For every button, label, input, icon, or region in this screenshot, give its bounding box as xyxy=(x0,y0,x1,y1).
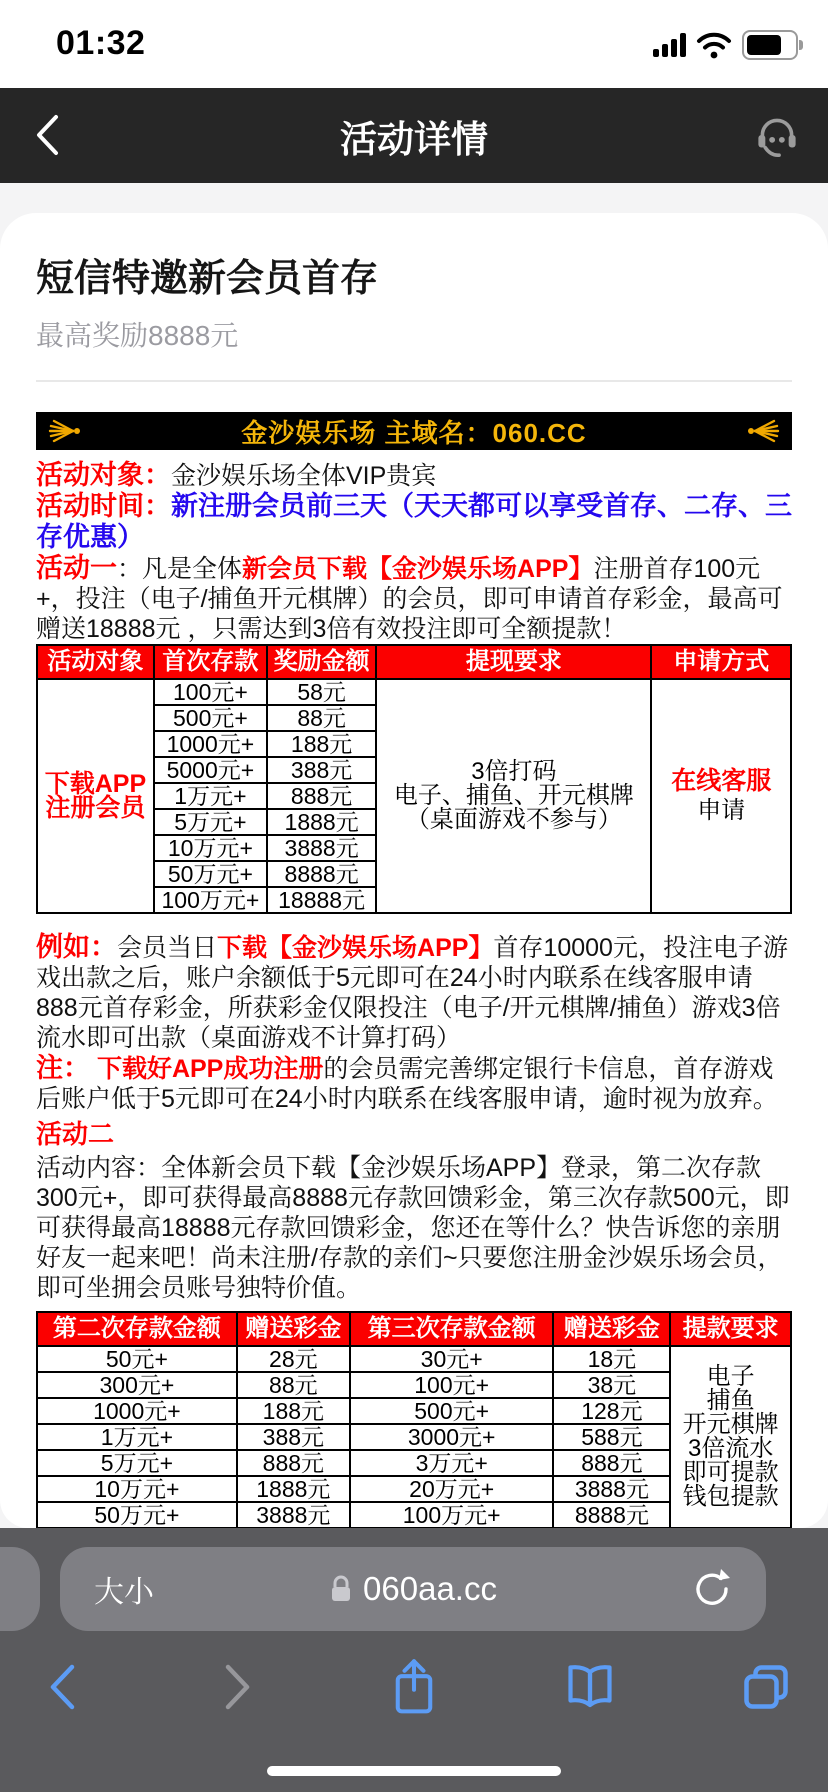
example-highlight: 下载【金沙娱乐场APP】 xyxy=(217,934,494,962)
url-text: 060aa.cc xyxy=(363,1570,497,1607)
table-row xyxy=(37,1346,791,1372)
table-cell: 8888元 xyxy=(267,861,376,887)
time-line xyxy=(36,491,792,553)
member-line: 注册会员 xyxy=(45,794,146,822)
table-cell: 1万元+ xyxy=(154,783,267,809)
example-text: 会员当日 xyxy=(117,934,218,962)
withdraw-line: 3倍打码 xyxy=(471,758,557,785)
adjacent-tab-pill[interactable] xyxy=(0,1547,40,1631)
table-cell: 1万元+ xyxy=(37,1424,237,1450)
example-rest: 首存10000元，投注电子游戏出款之后，账户余额低于5元即可在24小时内联系在线客服申请888元首存彩金，所获彩金仅限投注（电子/开元棋牌/捕鱼）游戏3倍流水即可出款（桌面游戏不计算打码） xyxy=(36,934,788,1052)
table-cell: 88元 xyxy=(267,705,376,731)
table-cell: 18888元 xyxy=(267,887,376,913)
browser-back-button[interactable] xyxy=(32,1656,92,1718)
wifi-icon xyxy=(696,32,732,59)
text-size-button[interactable]: 大小 xyxy=(94,1576,154,1609)
table-cell: 3万元+ xyxy=(350,1450,554,1476)
activity1-label: 活动一 xyxy=(36,553,117,583)
table-cell: 888元 xyxy=(553,1450,670,1476)
table-cell: 58元 xyxy=(267,679,376,705)
member-line: 下载APP xyxy=(44,770,147,798)
table-cell: 50万元+ xyxy=(37,1502,237,1528)
table-cell: 1888元 xyxy=(237,1476,350,1502)
column-header: 提款要求 xyxy=(670,1312,791,1346)
payout-requirement-cell xyxy=(670,1346,791,1528)
battery-icon xyxy=(742,30,798,60)
column-header: 申请方式 xyxy=(651,645,791,679)
clock: 01:32 xyxy=(56,24,146,62)
url-bar[interactable] xyxy=(60,1547,766,1631)
table-header-row xyxy=(37,1312,791,1346)
activity1-paragraph xyxy=(36,553,792,644)
table-cell: 3000元+ xyxy=(350,1424,554,1450)
table-cell: 888元 xyxy=(267,783,376,809)
withdraw-line: （桌面游戏不参与） xyxy=(405,806,622,833)
table-cell: 3888元 xyxy=(553,1476,670,1502)
note-rest: 的会员需完善绑定银行卡信息，首存游戏后账户低于5元即可在24小时内联系在线客服申请，逾时视为放弃。 xyxy=(36,1055,778,1113)
table-cell: 38元 xyxy=(553,1372,670,1398)
activity1-colon: ： xyxy=(117,555,143,583)
activity2-paragraph: 活动内容：全体新会员下载【金沙娱乐场APP】登录，第二次存款300元+，即可获得最高8888元存款回馈彩金，第三次存款500元，即可获得最高18888元存款回馈彩金，您还在等什么？快告诉您的亲朋好友一起来吧！尚未注册/存款的亲们~只要您注册金沙娱乐场会员，即可坐拥会员账号独特价值。 xyxy=(36,1154,790,1302)
reload-icon[interactable] xyxy=(688,1565,736,1613)
redeposit-table xyxy=(36,1311,792,1555)
table-cell: 500元+ xyxy=(350,1398,554,1424)
withdraw-line: 电子、捕鱼、开元棋牌 xyxy=(393,782,634,809)
table-cell: 20万元+ xyxy=(350,1476,554,1502)
table-cell: 10万元+ xyxy=(37,1476,237,1502)
brand-banner xyxy=(36,412,792,450)
status-icons xyxy=(653,30,798,60)
table-cell: 1000元+ xyxy=(37,1398,237,1424)
activity1-highlight: 新会员下载【金沙娱乐场APP】 xyxy=(242,555,594,583)
table-cell: 100万元+ xyxy=(154,887,267,913)
column-header: 首次存款 xyxy=(154,645,267,679)
table-cell: 88元 xyxy=(237,1372,350,1398)
table-cell: 5万元+ xyxy=(37,1450,237,1476)
table-cell: 1888元 xyxy=(267,809,376,835)
tabs-button[interactable] xyxy=(736,1656,796,1718)
requirement-line: 电子 xyxy=(706,1363,755,1390)
audience-line xyxy=(36,460,792,491)
table-cell: 30元+ xyxy=(350,1346,554,1372)
table-cell: 388元 xyxy=(237,1424,350,1450)
table-cell: 10万元+ xyxy=(154,835,267,861)
page-background xyxy=(0,183,828,1528)
home-indicator[interactable] xyxy=(267,1766,561,1776)
note-paragraph xyxy=(36,1053,792,1114)
bookmarks-button[interactable] xyxy=(560,1656,620,1718)
note-highlight: 下载好APP成功注册 xyxy=(90,1055,324,1083)
table-cell: 5万元+ xyxy=(154,809,267,835)
requirement-line: 即可提款 xyxy=(682,1459,779,1486)
promo-title: 短信特邀新会员首存 xyxy=(36,258,379,300)
page-header-title: 活动详情 xyxy=(340,118,488,160)
first-deposit-table xyxy=(36,644,792,914)
requirement-line: 3倍流水 xyxy=(687,1435,774,1462)
activity1-rest: 注册首存100元+，投注（电子/捕鱼开元棋牌）的会员，即可申请首存彩金，最高可赠送18888元 ，只需达到3倍有效投注即可全额提款！ xyxy=(36,555,783,643)
gold-ornament-right-icon xyxy=(746,418,780,444)
column-header: 第三次存款金额 xyxy=(350,1312,554,1346)
requirement-line: 开元棋牌 xyxy=(682,1411,779,1438)
table-cell: 100元+ xyxy=(154,679,267,705)
safari-bottom-chrome xyxy=(0,1528,828,1792)
table-cell: 188元 xyxy=(237,1398,350,1424)
time-label: 活动时间： xyxy=(36,491,171,521)
cellular-signal-icon xyxy=(653,33,686,57)
table-cell: 388元 xyxy=(267,757,376,783)
nav-bar xyxy=(0,88,828,183)
column-header: 赠送彩金 xyxy=(237,1312,350,1346)
table-cell: 3888元 xyxy=(237,1502,350,1528)
gold-ornament-left-icon xyxy=(48,418,82,444)
customer-service-headset-icon[interactable] xyxy=(752,110,802,160)
table-cell: 100万元+ xyxy=(350,1502,554,1528)
divider xyxy=(36,380,792,382)
example-label: 例如： xyxy=(36,932,117,962)
table-cell: 3888元 xyxy=(267,835,376,861)
member-type-cell xyxy=(37,679,154,913)
column-header: 提现要求 xyxy=(376,645,651,679)
column-header: 赠送彩金 xyxy=(553,1312,670,1346)
requirement-line: 捕鱼 xyxy=(706,1387,755,1414)
column-header: 奖励金额 xyxy=(267,645,376,679)
table-cell: 888元 xyxy=(237,1450,350,1476)
audience-value: 金沙娱乐场全体VIP贵宾 xyxy=(171,462,437,490)
table-cell: 5000元+ xyxy=(154,757,267,783)
activity2-title: 活动二 xyxy=(36,1119,115,1149)
table-cell: 500元+ xyxy=(154,705,267,731)
table-cell: 50元+ xyxy=(37,1346,237,1372)
column-header: 第二次存款金额 xyxy=(37,1312,237,1346)
table-cell: 300元+ xyxy=(37,1372,237,1398)
table-header-row xyxy=(37,645,791,679)
table-cell: 8888元 xyxy=(553,1502,670,1528)
example-paragraph xyxy=(36,932,792,1053)
table-cell: 50万元+ xyxy=(154,861,267,887)
apply-line: 申请 xyxy=(697,797,746,824)
apply-line: 在线客服 xyxy=(671,767,772,795)
time-value: 新注册会员前三天（天天都可以享受首存、二存、三存优惠） xyxy=(36,491,792,552)
column-header: 活动对象 xyxy=(37,645,154,679)
browser-forward-button[interactable] xyxy=(208,1656,268,1718)
status-bar xyxy=(0,0,828,88)
table-cell: 128元 xyxy=(553,1398,670,1424)
table-row xyxy=(37,679,791,705)
brand-banner-text: 金沙娱乐场 主域名：060.CC xyxy=(241,417,587,448)
audience-label: 活动对象： xyxy=(36,460,171,490)
table-cell: 188元 xyxy=(267,731,376,757)
table-cell: 1000元+ xyxy=(154,731,267,757)
activity1-text: 凡是全体 xyxy=(142,555,243,583)
promo-content-card xyxy=(0,213,828,1528)
withdraw-requirement-cell xyxy=(376,679,651,913)
table-cell: 28元 xyxy=(237,1346,350,1372)
safari-toolbar xyxy=(0,1656,828,1718)
table-cell: 18元 xyxy=(553,1346,670,1372)
share-button[interactable] xyxy=(384,1656,444,1718)
apply-method-cell xyxy=(651,679,791,913)
table-cell: 588元 xyxy=(553,1424,670,1450)
note-label: 注： xyxy=(36,1053,90,1083)
lock-icon xyxy=(329,1574,353,1604)
table-cell: 100元+ xyxy=(350,1372,554,1398)
requirement-line: 钱包提款 xyxy=(682,1483,779,1510)
promo-subtitle: 最高奖励8888元 xyxy=(36,320,239,351)
